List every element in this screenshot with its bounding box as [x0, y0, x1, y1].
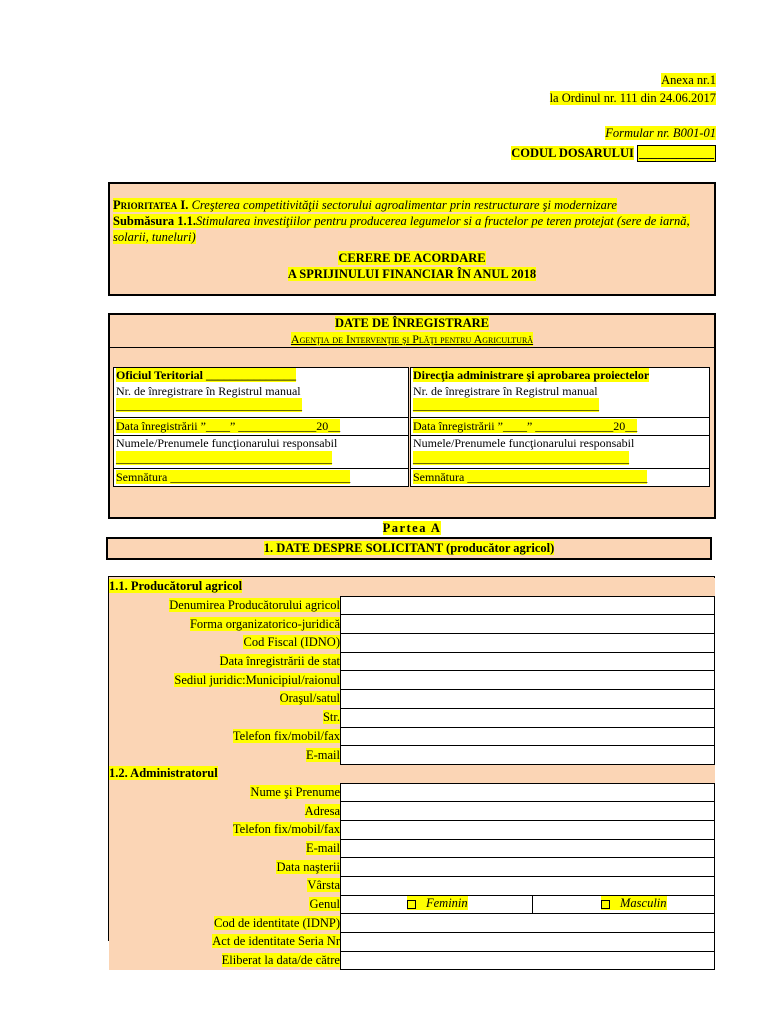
gender-female-option[interactable] [407, 896, 468, 911]
admin-id-field-label-2: Eliberat la data/de către [221, 953, 340, 968]
admin-id-field-label-0: Cod de identitate (IDNP) [213, 915, 340, 930]
form-title-line1: CERERE DE ACORDARE [338, 251, 486, 265]
producer-field-input-5[interactable] [341, 690, 715, 709]
priority-prefix: Prioritatea I. [113, 198, 189, 212]
admin-field-input-1[interactable] [341, 802, 715, 821]
submeasure-prefix: Submăsura 1.1. [113, 214, 197, 228]
producer-field-input-6[interactable] [341, 708, 715, 727]
order-label: la Ordinul nr. 111 din 24.06.2017 [549, 91, 716, 105]
annex-label: Anexa nr.1 [661, 73, 716, 87]
table-row [109, 914, 715, 933]
gender-row [109, 895, 715, 914]
table-row [109, 690, 715, 709]
producer-field-input-8[interactable] [341, 746, 715, 765]
admin-field-input-2[interactable] [341, 820, 715, 839]
producer-field-label-6: Str. [322, 710, 340, 725]
territorial-office[interactable]: Oficiul Teritorial _______________ [116, 368, 296, 382]
admin-field-label-2: Telefon fix/mobil/fax [232, 822, 340, 837]
applicant-table [109, 578, 715, 970]
official-field[interactable]: ____________________________________ [116, 451, 332, 465]
registration-left-panel [113, 367, 409, 487]
admin-field-label-4: Data naşterii [276, 859, 340, 874]
producer-field-label-3: Data înregistrării de stat [219, 654, 340, 669]
reg-date-field-right[interactable]: Data înregistrării ”____” _____________20__ [413, 419, 638, 433]
table-row [109, 671, 715, 690]
female-label: Feminin [426, 896, 468, 911]
priority-text: Creşterea competitivităţii sectorului agroalimentar prin restructurare şi modernizare [191, 198, 617, 212]
producer-field-input-1[interactable] [341, 615, 715, 634]
table-row [109, 783, 715, 802]
gender-label: Genul [309, 897, 340, 912]
table-row [109, 933, 715, 952]
reg-date-field[interactable]: Data înregistrării ”____” _____________20__ [116, 419, 341, 433]
signature-field[interactable]: Semnătura ______________________________ [116, 470, 351, 484]
producer-field-label-5: Oraşul/satul [279, 691, 340, 706]
producer-field-input-0[interactable] [341, 596, 715, 615]
section1-title: 1. DATE DESPRE SOLICITANT (producător agricol) [263, 541, 555, 555]
producer-field-input-3[interactable] [341, 652, 715, 671]
form-title-line2: A SPRIJINULUI FINANCIAR ÎN ANUL 2018 [287, 267, 537, 281]
admin-id-field-label-1: Act de identitate Seria Nr [212, 934, 340, 949]
table-row [109, 839, 715, 858]
table-row [109, 596, 715, 615]
producer-field-label-8: E-mail [305, 747, 340, 762]
admin-field-label-5: Vârsta [307, 878, 340, 893]
admin-field-input-0[interactable] [341, 783, 715, 802]
producer-field-input-2[interactable] [341, 634, 715, 653]
table-row [109, 615, 715, 634]
gender-options [341, 895, 715, 914]
male-checkbox[interactable] [601, 900, 610, 909]
part-a-title: Partea A [382, 521, 442, 535]
admin-id-field-input-1[interactable] [341, 933, 715, 952]
reg-no-field-right[interactable]: _______________________________ [413, 398, 599, 412]
table-row [109, 951, 715, 970]
official-field-right[interactable]: ____________________________________ [413, 451, 629, 465]
registration-box [108, 313, 716, 519]
table-row [109, 858, 715, 877]
gender-male-option[interactable] [601, 896, 667, 911]
official-label-right: Numele/Prenumele funcţionarului responsabil [413, 436, 635, 450]
admin-id-field-input-2[interactable] [341, 951, 715, 970]
producer-field-input-7[interactable] [341, 727, 715, 746]
directorate-label: Direcţia administrare şi aprobarea proiectelor [413, 368, 650, 382]
table-row [109, 877, 715, 896]
table-row [109, 802, 715, 821]
registration-title: DATE DE ÎNREGISTRARE [335, 316, 489, 330]
dossier-code: CODUL DOSARULUI ____________ [511, 146, 714, 160]
submeasure-text: Stimularea investiţiilor pentru producerea legumelor si a fructelor pe teren protejat (sere de iarnă, solarii, tuneluri) [113, 214, 690, 244]
admin-field-label-0: Nume şi Prenume [250, 784, 340, 799]
producer-field-label-2: Cod Fiscal (IDNO) [243, 635, 340, 650]
producer-field-input-4[interactable] [341, 671, 715, 690]
section1-banner [106, 537, 712, 560]
admin-field-input-5[interactable] [341, 877, 715, 896]
form-number: Formular nr. B001-01 [605, 126, 716, 140]
admin-field-label-3: E-mail [305, 840, 340, 855]
reg-no-field[interactable]: _______________________________ [116, 398, 302, 412]
administrator-section-title: 1.2. Administratorul [109, 766, 218, 781]
signature-field-right[interactable]: Semnătura ______________________________ [413, 470, 648, 484]
producer-field-label-7: Telefon fix/mobil/fax [232, 728, 340, 743]
registration-right-panel [410, 367, 710, 487]
admin-field-label-1: Adresa [304, 803, 340, 818]
official-label: Numele/Prenumele funcţionarului responsabil [116, 436, 338, 450]
reg-no-label-right: Nr. de înregistrare în Registrul manual [413, 384, 598, 398]
table-row [109, 746, 715, 765]
admin-field-input-4[interactable] [341, 858, 715, 877]
producer-field-label-0: Denumirea Producătorului agricol [169, 598, 340, 613]
table-row [109, 652, 715, 671]
admin-field-input-3[interactable] [341, 839, 715, 858]
producer-field-label-4: Sediul juridic:Municipiul/raionul [174, 672, 340, 687]
table-row [109, 727, 715, 746]
table-row [109, 708, 715, 727]
priority-box [108, 182, 716, 296]
dossier-code-field[interactable]: ____________ [639, 146, 714, 160]
producer-field-label-1: Forma organizatorico-juridică [189, 616, 340, 631]
table-row [109, 634, 715, 653]
male-label: Masculin [620, 896, 667, 911]
reg-no-label: Nr. de înregistrare în Registrul manual [116, 384, 301, 398]
table-row [109, 820, 715, 839]
admin-id-field-input-0[interactable] [341, 914, 715, 933]
female-checkbox[interactable] [407, 900, 416, 909]
producer-section-title: 1.1. Producătorul agricol [109, 579, 243, 594]
agency-name: Agenţia de Intervenţie şi Plăţi pentru Agricultură [290, 332, 534, 346]
